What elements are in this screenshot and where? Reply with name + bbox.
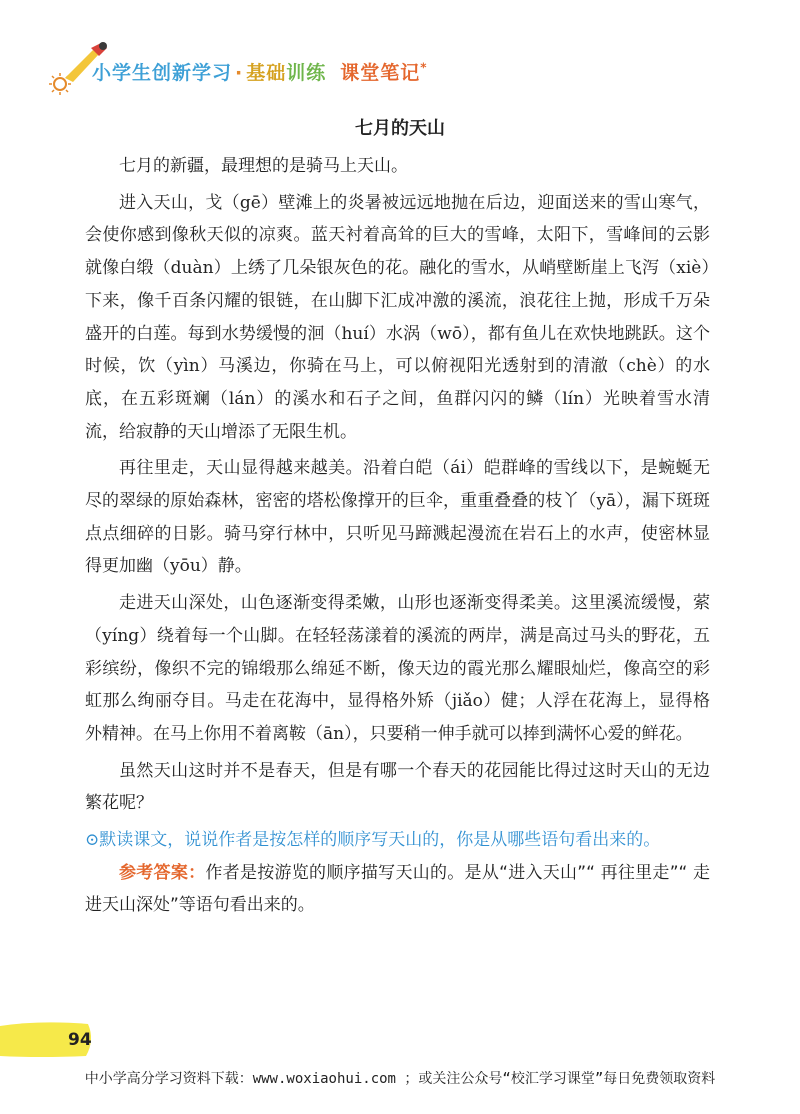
brand-main: 小学生创新学习 [92, 62, 233, 84]
page-header [0, 0, 800, 110]
brand-star: * [420, 60, 428, 75]
paragraph: 虽然天山这时并不是春天，但是有哪一个春天的花园能比得过这时天山的无边繁花呢？ [85, 760, 710, 814]
article-body [85, 150, 710, 922]
exercise-question: ⊙默读课文，说说作者是按怎样的顺序写天山的，你是从哪些语句看出来的。 [85, 830, 661, 851]
brand-notes: 课堂笔记 [340, 62, 421, 84]
answer-text: 作者是按游览的顺序描写天山的。是从“进入天山”“ 再往里走”“ 走进天山深处”等语句看出来的。 [85, 862, 711, 916]
brand-dot: · [235, 62, 244, 84]
brand-training: 训练 [286, 62, 327, 84]
reference-answer [85, 857, 710, 922]
brand-title [92, 58, 428, 85]
article-title: 七月的天山 [355, 118, 445, 139]
page-number: 94 [68, 1030, 92, 1050]
brand-basic: 基础 [246, 62, 287, 84]
paragraph: 走进天山深处，山色逐渐变得柔嫩，山形也逐渐变得柔美。这里溪流缓慢，萦（yíng）绕着每一个山脚。在轻轻荡漾着的溪流的两岸，满是高过马头的野花，五彩缤纷，像织不完的锦缎那么绵延不断，像天边的霞光那么耀眼灿烂，像高空的彩虹那么绚丽夺目。马走在花海中，显得格外矫（jiǎo）健；人浮在花海上，显得格外精神。在马上你用不着离鞍（ān），只要稍一伸手就可以捧到满怀心爱的鲜花。 [85, 593, 710, 744]
answer-label: 参考答案： [119, 862, 206, 883]
footer-notice: 中小学高分学习资料下载：www.woxiaohui.com ；或关注公众号“校汇学习课堂”每日免费领取资料 [84, 1071, 716, 1087]
paragraph: 七月的新疆，最理想的是骑马上天山。 [119, 156, 408, 176]
paragraph: 进入天山，戈（gē）壁滩上的炎暑被远远地抛在后边，迎面送来的雪山寒气，会使你感到像秋天似的凉爽。蓝天衬着高耸的巨大的雪峰，太阳下，雪峰间的云影就像白缎（duàn）上绣了几朵银灰色的花。融化的雪水，从峭壁断崖上飞泻（xiè）下来，像千百条闪耀的银链，在山脚下汇成冲激的溪流，浪花往上抛，形成千万朵盛开的白莲。每到水势缓慢的洄（huí）水涡（wō），都有鱼儿在欢快地跳跃。这个时候，饮（yìn）马溪边，你骑在马上，可以俯视阳光透射到的清澈（chè）的水底，在五彩斑斓（lán）的溪水和石子之间，鱼群闪闪的鳞（lín）光映着雪水清流，给寂静的天山增添了无限生机。 [85, 192, 710, 442]
paragraph: 再往里走，天山显得越来越美。沿着白皑（ái）皑群峰的雪线以下，是蜿蜒无尽的翠绿的原始森林，密密的塔松像撑开的巨伞，重重叠叠的枝丫（yā），漏下斑斑点点细碎的日影。骑马穿行林中，只听见马蹄溅起漫流在岩石上的水声，使密林显得更加幽（yōu）静。 [85, 458, 710, 577]
